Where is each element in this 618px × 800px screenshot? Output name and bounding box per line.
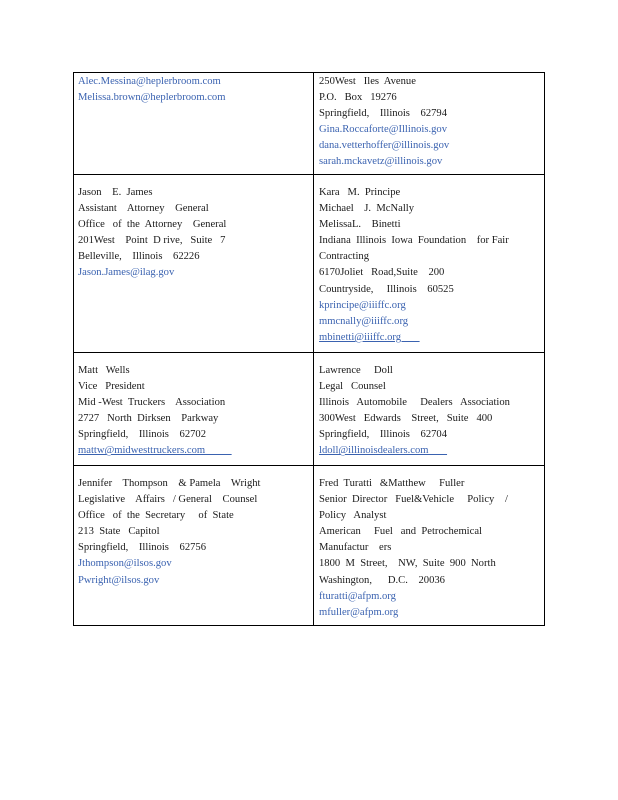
contact-cell-left	[74, 73, 314, 175]
organization: Office of the Secretary of State	[78, 510, 234, 522]
email-link[interactable]: Alec.Messina@heplerbroom.com	[78, 76, 221, 87]
contact-title: Legal Counsel	[319, 381, 386, 393]
contact-title: Policy Analyst	[319, 510, 387, 522]
address-line: Belleville, Illinois 62226	[78, 251, 200, 263]
address-line: Countryside, Illinois 60525	[319, 283, 454, 295]
organization: Contracting	[319, 251, 370, 263]
contact-title: Assistant Attorney General	[78, 203, 209, 215]
service-list-table	[73, 72, 545, 626]
email-link[interactable]: Melissa.brown@heplerbroom.com	[78, 92, 226, 104]
email-link[interactable]: fturatti@afpm.org	[319, 590, 396, 602]
email-link[interactable]: ldoll@illinoisdealers.com	[319, 445, 448, 457]
address-line: Springfield, Illinois 62704	[319, 429, 448, 441]
address-line: Washington, D.C. 20036	[319, 574, 445, 586]
contact-name: MelissaL. Binetti	[319, 219, 401, 231]
email-link[interactable]: kprincipe@iiiffc.org	[319, 299, 406, 311]
table-row	[74, 73, 545, 175]
address-line: 6170Joliet Road,Suite 200	[319, 267, 445, 279]
address-line: Springfield, Illinois 62794	[319, 108, 448, 120]
email-link[interactable]: mmcnally@iiiffc.org	[319, 315, 409, 327]
address-line: P.O. Box 19276	[319, 92, 397, 104]
email-link[interactable]: Jason.James@ilag.gov	[78, 267, 175, 279]
organization: Illinois Automobile Dealers Association	[319, 397, 510, 409]
address-line: 213 State Capitol	[78, 526, 160, 538]
email-link[interactable]: Gina.Roccaforte@Illinois.gov	[319, 124, 448, 136]
address-line: Springfield, Illinois 62702	[78, 429, 207, 441]
organization: Manufactur ers	[319, 542, 392, 554]
contact-title: Vice President	[78, 381, 145, 393]
contact-title: Legislative Affairs / General Counsel	[78, 494, 258, 506]
email-link[interactable]: dana.vetterhoffer@illinois.gov	[319, 140, 450, 152]
contact-cell-right	[314, 73, 545, 175]
organization: Indiana Illinois Iowa Foundation for Fair	[319, 235, 509, 247]
contact-name: Michael J. McNally	[319, 203, 415, 215]
address-line: 300West Edwards Street, Suite 400	[319, 413, 493, 425]
contact-name: Lawrence Doll	[319, 365, 393, 376]
table-row	[74, 353, 545, 466]
contact-cell-right	[314, 175, 545, 353]
address-line: 1800 M Street, NW, Suite 900 North	[319, 558, 496, 570]
table-row	[74, 175, 545, 353]
contact-cell-left	[74, 353, 314, 466]
contact-name: Fred Turatti &Matthew Fuller	[319, 478, 465, 489]
email-link[interactable]: mattw@midwesttruckers.com	[78, 445, 232, 457]
contact-name: Jason E. James	[78, 187, 153, 198]
address-line: Springfield, Illinois 62756	[78, 542, 207, 554]
address-line: 2727 North Dirksen Parkway	[78, 413, 219, 425]
contact-title: Senior Director Fuel&Vehicle Policy /	[319, 494, 508, 506]
organization: Office of the Attorney General	[78, 219, 227, 231]
contact-cell-left	[74, 175, 314, 353]
contact-cell-left	[74, 466, 314, 626]
contact-cell-right	[314, 353, 545, 466]
table-row	[74, 466, 545, 626]
contact-name: Jennifer Thompson & Pamela Wright	[78, 478, 261, 489]
organization: Mid -West Truckers Association	[78, 397, 226, 409]
address-line: 201West Point D rive, Suite 7	[78, 235, 226, 247]
contact-name: Kara M. Principe	[319, 187, 401, 198]
email-link[interactable]: mfuller@afpm.org	[319, 606, 399, 618]
email-link[interactable]: mbinetti@iiiffc.org	[319, 331, 420, 343]
email-link[interactable]: Jthompson@ilsos.gov	[78, 558, 172, 570]
contact-name: Matt Wells	[78, 365, 130, 376]
email-link[interactable]: Pwright@ilsos.gov	[78, 574, 160, 586]
organization: American Fuel and Petrochemical	[319, 526, 482, 538]
address-line: 250West Iles Avenue	[319, 76, 416, 87]
email-link[interactable]: sarah.mckavetz@illinois.gov	[319, 156, 443, 168]
contact-cell-right	[314, 466, 545, 626]
